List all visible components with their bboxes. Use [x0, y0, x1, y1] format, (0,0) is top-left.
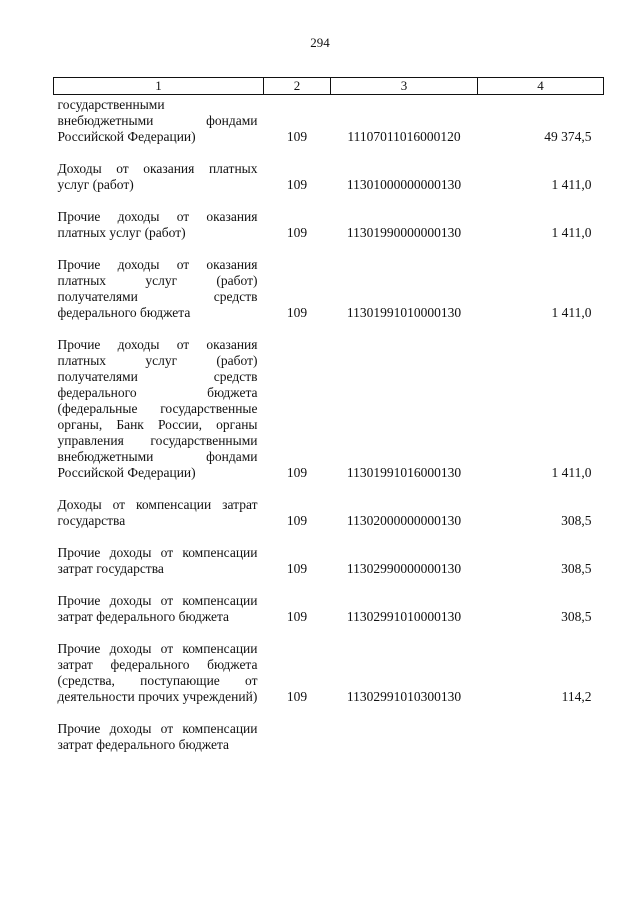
row-kbk: 11107011016000120: [347, 129, 461, 144]
row-amount: 49 374,5: [544, 129, 592, 144]
row-name: Прочие доходы от оказания платных услуг (работ) получателями средств федерального бюджета: [57, 257, 258, 320]
row-code: 109: [286, 129, 308, 144]
table-row: [54, 209, 604, 257]
row-name: Доходы от компенсации затрат государства: [57, 497, 258, 528]
row-name: Доходы от оказания платных услуг (работ): [57, 161, 258, 192]
row-kbk: 11302990000000130: [346, 561, 462, 576]
table-row: [54, 497, 604, 545]
table-row: [54, 721, 604, 769]
column-header-2: 2: [264, 78, 331, 95]
table-row: [54, 641, 604, 721]
row-code: 109: [286, 465, 308, 480]
row-name: Прочие доходы от оказания платных услуг (работ): [57, 209, 258, 240]
row-code: 109: [286, 177, 308, 192]
column-header-3: 3: [331, 78, 478, 95]
row-amount: 114,2: [561, 689, 592, 704]
row-amount: 308,5: [561, 561, 592, 576]
column-header-1: 1: [54, 78, 264, 95]
table-row: [54, 161, 604, 209]
column-header-4: 4: [478, 78, 604, 95]
row-code: [264, 721, 331, 769]
row-name: государственными внебюджетными фондами Российской Федерации): [57, 97, 258, 144]
table-row: [54, 593, 604, 641]
row-code: 109: [286, 689, 308, 704]
table-row: [54, 545, 604, 593]
row-name: Прочие доходы от компенсации затрат федерального бюджета (средства, поступающие от деятельности прочих учреждений): [57, 641, 258, 704]
row-code: 109: [286, 561, 308, 576]
row-name: Прочие доходы от компенсации затрат государства: [57, 545, 258, 576]
row-kbk: [331, 721, 478, 769]
row-kbk: 11301000000000130: [346, 177, 462, 192]
table-body: [54, 95, 604, 770]
row-amount: 1 411,0: [551, 177, 592, 192]
header-row: [54, 78, 604, 95]
row-kbk: 11302991010300130: [346, 689, 462, 704]
table-row: [54, 257, 604, 337]
row-amount: 308,5: [561, 513, 592, 528]
row-code: 109: [286, 609, 308, 624]
row-name: Прочие доходы от компенсации затрат федерального бюджета: [57, 593, 258, 624]
row-name: Прочие доходы от компенсации затрат федерального бюджета: [57, 721, 258, 752]
row-name: Прочие доходы от оказания платных услуг (работ) получателями средств федерального бюджета (федеральные государственные органы, Банк России, органы управления государственными внебюджетными фондами Российской Федерации): [57, 337, 258, 480]
table-row: [54, 337, 604, 497]
row-code: 109: [286, 305, 308, 320]
row-amount: 1 411,0: [551, 305, 592, 320]
row-kbk: 11301991016000130: [346, 465, 462, 480]
table-row: [54, 95, 604, 162]
row-kbk: 11302000000000130: [346, 513, 462, 528]
row-kbk: 11301990000000130: [346, 225, 462, 240]
page-number: 294: [310, 35, 330, 50]
budget-table: [53, 77, 604, 769]
row-code: 109: [286, 513, 308, 528]
row-kbk: 11302991010000130: [346, 609, 462, 624]
row-amount: 1 411,0: [551, 225, 592, 240]
row-code: 109: [286, 225, 308, 240]
table-header: [54, 78, 604, 95]
row-amount: [478, 721, 604, 769]
row-amount: 1 411,0: [551, 465, 592, 480]
row-amount: 308,5: [561, 609, 592, 624]
row-kbk: 11301991010000130: [346, 305, 462, 320]
